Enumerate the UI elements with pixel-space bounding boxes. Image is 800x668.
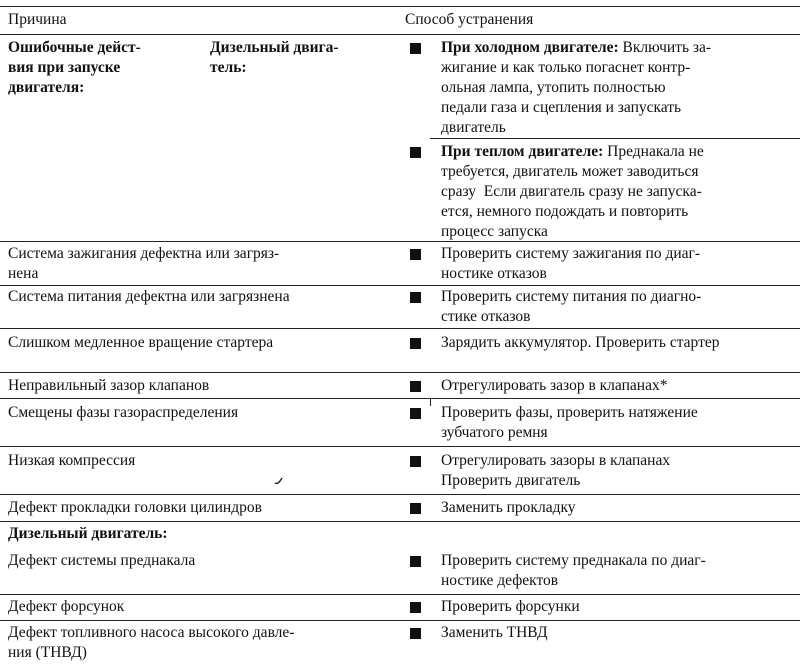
cold-engine-line: педали газа и сцепления и запускать [441,99,682,116]
row-rule [0,398,800,399]
cause-text: Дефект топливного насоса высокого давле- [8,624,295,641]
header-rule [0,34,800,35]
row-rule [0,620,800,621]
scan-tick [430,398,431,406]
cause-text: Дефект прокладки головки цилиндров [8,499,262,516]
remedy-text: Заменить прокладку [441,499,576,516]
row-rule [0,446,800,447]
cause-text: Дефект системы преднакала [8,552,196,569]
remedy-text: Проверить фазы, проверить натяжение [441,404,698,421]
cold-engine-line: двигатель [441,119,506,136]
remedy-text: Проверить систему преднакала по диаг- [441,552,706,569]
row-rule [0,521,800,522]
bullet-icon [410,556,421,567]
cause-text: Смещены фазы газораспределения [8,404,239,421]
remedy-text: Проверить двигатель [441,472,581,489]
cause-text: Неправильный зазор клапанов [8,377,210,394]
remedy-text: ностике отказов [441,265,547,282]
cold-engine-label: При холодном двигателе: [441,39,619,56]
row-rule [0,241,800,242]
remedy-text: ностике дефектов [441,572,559,589]
cause-text: Слишком медленное вращение стартера [8,334,274,351]
row-rule [0,494,800,495]
bullet-icon [410,43,421,54]
remedy-text: Проверить систему питания по диагно- [441,288,702,305]
inner-rule [430,138,800,139]
bullet-icon [410,503,421,514]
cause-text: нена [8,265,39,282]
row-rule [0,594,800,595]
remedy-text: стике отказов [441,308,531,325]
remedy-text: Отрегулировать зазоры в клапанах [441,452,671,469]
cause-text: Система питания дефектна или загрязнена [8,288,290,305]
start-error-cause-line: двигателя: [8,79,85,96]
table-top-rule [0,6,800,7]
start-error-cause-line: вия при запуске [8,59,121,76]
header-cause: Причина [8,11,67,28]
remedy-text: Отрегулировать зазор в клапанах* [441,377,668,394]
bullet-icon [410,456,421,467]
remedy-text: Проверить систему зажигания по диаг- [441,245,701,262]
cause-text: Система зажигания дефектна или загряз- [8,245,280,262]
warm-engine-line: сразу Если двигатель сразу не запуска- [441,183,702,200]
remedy-text: Зарядить аккумулятор. Проверить стартер [441,334,720,351]
row-rule [0,372,800,373]
engine-type-line: Дизельный двига- [210,39,339,56]
diesel-section-title: Дизельный двигатель: [8,525,168,542]
cause-text: Дефект форсунок [8,598,125,615]
bullet-icon [410,381,421,392]
engine-type-line: тель: [210,59,247,76]
cause-text: ния (ТНВД) [8,644,87,661]
bullet-icon [410,249,421,260]
bullet-icon [410,408,421,419]
cold-engine-line: ольная лампа, утопить полностью [441,79,666,96]
warm-engine-line: ется, немного подождать и повторить [441,203,689,220]
warm-engine-line: требуется, двигатель может заводиться [441,163,699,180]
remedy-text: зубчатого ремня [441,424,548,441]
warm-engine-label: При теплом двигателе: [441,143,604,160]
scan-mark [274,476,284,486]
warm-engine-line: При теплом двигателе: Преднакала не [441,143,704,160]
bullet-icon [410,602,421,613]
cause-text: Низкая компрессия [8,452,136,469]
warm-engine-line: процесс запуска [441,223,548,240]
cold-engine-line: жигание и как только погаснет контр- [441,59,691,76]
cold-engine-line: При холодном двигателе: Включить за- [441,39,712,56]
row-rule [0,328,800,329]
start-error-cause-line: Ошибочные дейст- [8,39,141,56]
remedy-text: Проверить форсунки [441,598,580,615]
header-remedy: Способ устранения [405,11,534,28]
bullet-icon [410,292,421,303]
bullet-icon [410,628,421,639]
bullet-icon [410,338,421,349]
bullet-icon [410,147,421,158]
remedy-text: Заменить ТНВД [441,624,548,641]
